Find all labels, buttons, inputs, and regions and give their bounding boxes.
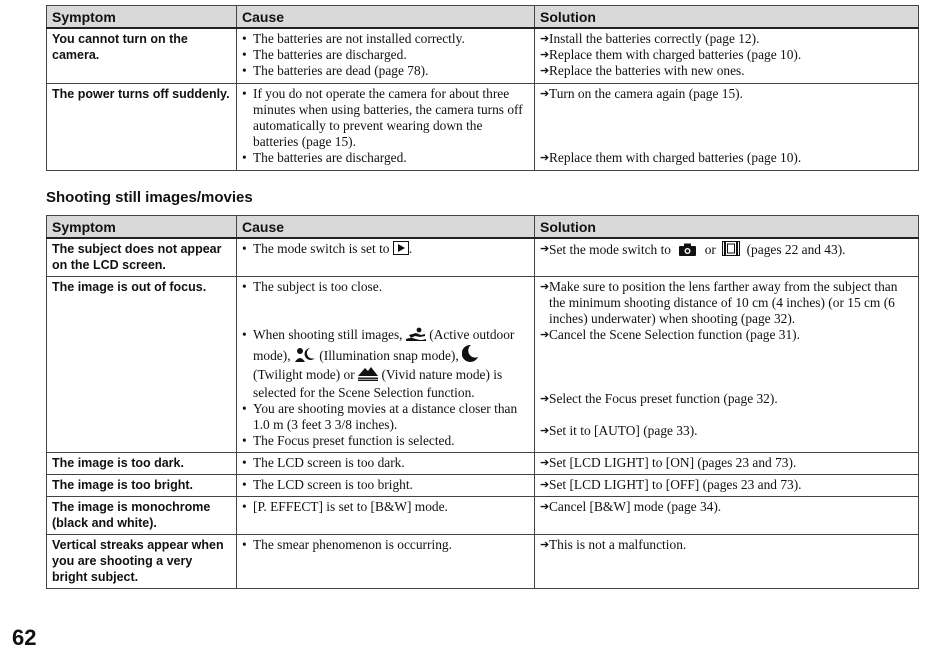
table-row	[47, 238, 919, 277]
cause-cell: • If you do not operate the camera for about three minutes when using batteries, the camera turns off automatically to prevent wearing down the batteries (page 15). • The batteries are discharged.	[237, 83, 535, 170]
cause-cell: • The batteries are not installed correctly. • The batteries are discharged. • The batteries are dead (page 78).	[237, 28, 535, 83]
header-symptom: Symptom	[47, 6, 237, 29]
symptom-cell: The power turns off suddenly.	[47, 83, 237, 170]
symptom-cell: The image is too dark.	[47, 453, 237, 475]
solution-cell: ➔ Set [LCD LIGHT] to [OFF] (pages 23 and 73).	[535, 475, 919, 497]
movie-icon	[722, 241, 740, 260]
solution-cell: ➔ This is not a malfunction.	[535, 535, 919, 589]
symptom-cell: The image is too bright.	[47, 475, 237, 497]
cause-cell: • The smear phenomenon is occurring.	[237, 535, 535, 589]
section-title: Shooting still images/movies	[46, 189, 253, 206]
solution-cell: ➔ Set the mode switch to or (pages 22 and 43).	[535, 238, 919, 277]
symptom-cell: You cannot turn on the camera.	[47, 28, 237, 83]
twilight-icon	[462, 345, 478, 366]
header-cause: Cause	[237, 6, 535, 29]
troubleshooting-table-power	[46, 5, 919, 171]
table-row	[47, 28, 919, 83]
cause-cell: • The LCD screen is too bright.	[237, 475, 535, 497]
header-symptom: Symptom	[47, 216, 237, 239]
solution-cell: ➔ Set [LCD LIGHT] to [ON] (pages 23 and 73).	[535, 453, 919, 475]
table-row	[47, 83, 919, 170]
solution-cell: ➔ Make sure to position the lens farther away from the subject than the minimum shooting distance of 10 cm (4 inches) (or 15 cm (6 inches) underwater) when shooting (page 32). ➔ Cancel the Scene Selection function (page 31). ➔ Select the Focus preset function (page 32). ➔ Set it to [AUTO] (page 33).	[535, 277, 919, 453]
table-row	[47, 535, 919, 589]
symptom-cell: Vertical streaks appear when you are shooting a very bright subject.	[47, 535, 237, 589]
cause-cell: • The mode switch is set to .	[237, 238, 535, 277]
table-row	[47, 497, 919, 535]
header-solution: Solution	[535, 6, 919, 29]
symptom-cell: The image is out of focus.	[47, 277, 237, 453]
table-row	[47, 453, 919, 475]
troubleshooting-table-shooting	[46, 215, 919, 589]
vivid-nature-icon	[358, 366, 378, 385]
symptom-cell: The subject does not appear on the LCD screen.	[47, 238, 237, 277]
illumination-snap-icon	[294, 347, 316, 366]
symptom-cell: The image is monochrome (black and white).	[47, 497, 237, 535]
solution-cell: ➔ Cancel [B&W] mode (page 34).	[535, 497, 919, 535]
table-row	[47, 475, 919, 497]
solution-cell: ➔ Install the batteries correctly (page 12). ➔ Replace them with charged batteries (page 10). ➔ Replace the batteries with new ones.	[535, 28, 919, 83]
cause-cell: • The subject is too close. • When shooting still images, (Active outdoor mode), (Illumination snap mode), (Twilight mode) or (Vivid nature mode) is selected for the Scene Selection function. • You are shooting movies at a distance closer than 1.0 m (3 feet 3 3/8 inches). • The Focus preset function is selected.	[237, 277, 535, 453]
active-outdoor-icon	[406, 327, 426, 345]
cause-cell: • The LCD screen is too dark.	[237, 453, 535, 475]
playback-icon	[393, 241, 409, 259]
camera-icon	[679, 243, 696, 260]
header-solution: Solution	[535, 216, 919, 239]
cause-cell: • [P. EFFECT] is set to [B&W] mode.	[237, 497, 535, 535]
page-number: 62	[12, 625, 37, 650]
header-cause: Cause	[237, 216, 535, 239]
table-row	[47, 277, 919, 453]
solution-cell: ➔ Turn on the camera again (page 15). ➔ Replace them with charged batteries (page 10).	[535, 83, 919, 170]
